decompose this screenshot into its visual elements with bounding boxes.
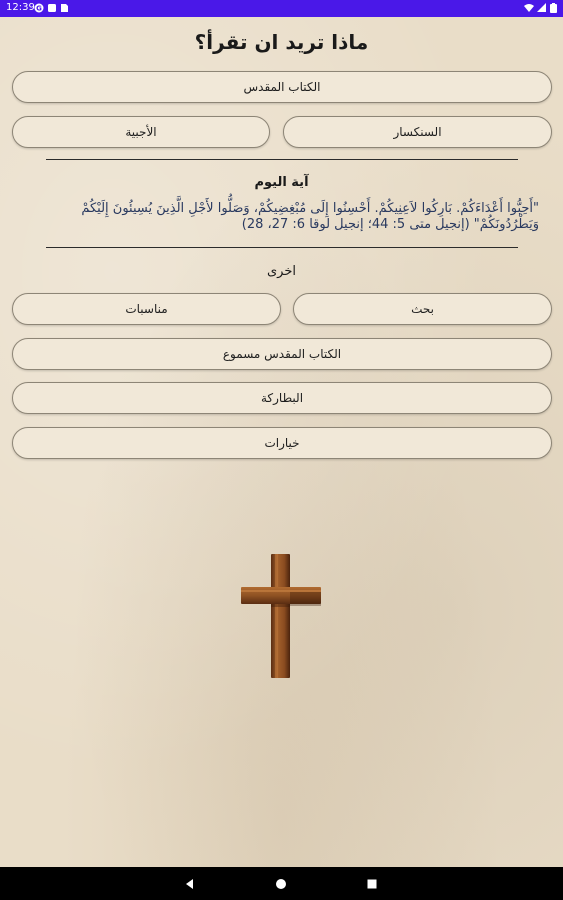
search-button[interactable]: بحث bbox=[293, 293, 552, 325]
synaxarium-button[interactable]: السنكسار bbox=[283, 116, 552, 148]
square-notification-icon bbox=[47, 3, 57, 13]
google-g-icon bbox=[34, 3, 44, 13]
sim-card-icon bbox=[59, 3, 69, 13]
page-title: ماذا تريد ان تقرأ؟ bbox=[194, 30, 369, 54]
svg-text:G: G bbox=[36, 4, 42, 13]
battery-icon bbox=[550, 3, 557, 13]
home-icon[interactable] bbox=[273, 876, 289, 892]
options-button[interactable]: خيارات bbox=[12, 427, 552, 459]
cell-signal-icon bbox=[537, 3, 547, 13]
other-heading: اخرى bbox=[267, 264, 296, 279]
wifi-icon bbox=[524, 3, 534, 13]
navigation-bar bbox=[0, 867, 563, 900]
occasions-button[interactable]: مناسبات bbox=[12, 293, 281, 325]
status-time: 12:39 bbox=[6, 2, 35, 13]
divider-top bbox=[46, 159, 518, 160]
agpeya-button[interactable]: الأجبية bbox=[12, 116, 270, 148]
verse-of-day-heading: آية اليوم bbox=[254, 175, 309, 190]
bible-button[interactable]: الكتاب المقدس bbox=[12, 71, 552, 103]
verse-of-day-text: "أَحِبُّوا أَعْدَاءَكُمْ. بَارِكُوا لاَعِنِيكُمْ. أَحْسِنُوا إِلَى مُبْغِضِيكُمْ، وَصَلُّوا لأَجْلِ الَّذِينَ يُسِيئُونَ إِلَيْكُمْ وَيَطْرُدُونَكُمْ" (إنجيل متى 5: 44؛ إنجيل لوقا 6: 27، 28) bbox=[81, 201, 539, 232]
patriarchs-button[interactable]: البطاركة bbox=[12, 382, 552, 414]
divider-bottom bbox=[46, 247, 518, 248]
back-icon[interactable] bbox=[182, 876, 198, 892]
status-bar bbox=[0, 0, 563, 17]
wooden-cross-image bbox=[238, 552, 324, 680]
audio-bible-button[interactable]: الكتاب المقدس مسموع bbox=[12, 338, 552, 370]
recents-icon[interactable] bbox=[364, 876, 380, 892]
